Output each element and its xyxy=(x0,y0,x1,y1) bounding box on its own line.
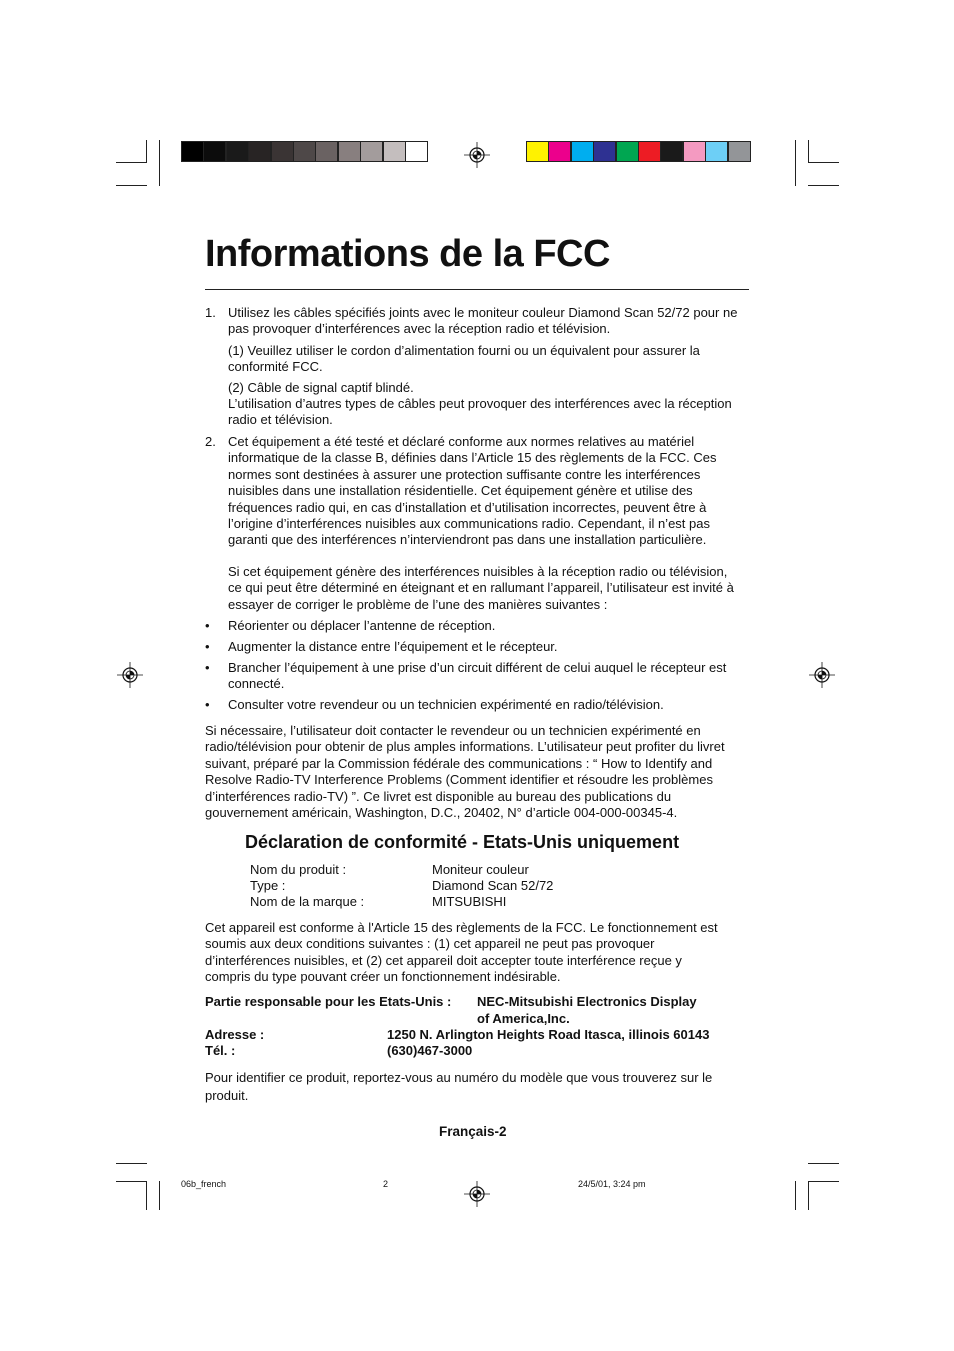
color-swatch xyxy=(616,141,639,162)
item-subtext: (2) Câble de signal captif blindé. xyxy=(228,380,414,395)
gray-swatch xyxy=(226,141,249,162)
item-text: Cet équipement a été testé et déclaré conforme aux normes relatives au matériel informatique de la classe B, définies dans l’Article 15 des règlements de la FCC. Ces normes sont destinées à assurer une protection suffisante contre les interférences nuisibles dans une installation résidentielle. Cet équipement génère et utilise des fréquences radio qui, en cas d’installation et d’utilisation incorrectes, peuvent être à l’origine d’interférences nuisibles aux communications radio. Cependant, il n’est pas garanti que des interférences n’interviendront pas dans une installation particulière. xyxy=(228,434,717,548)
item-text: Si cet équipement génère des interférences nuisibles à la réception radio ou télévision, ce qui peut être déterminé en éteignant et en rallumant l’appareil, l’utilisateur est invité à essayer de corriger le problème de l’une des manières suivantes : xyxy=(228,564,734,612)
page-label: Français-2 xyxy=(439,1124,507,1139)
bullet-item: Augmenter la distance entre l’équipement et le récepteur. xyxy=(228,639,558,654)
registration-mark-icon xyxy=(117,662,143,688)
bullet-item: Brancher l’équipement à une prise d’un circuit différent de celui auquel le récepteur est connecté. xyxy=(228,660,727,692)
phone-value: (630)467-3000 xyxy=(387,1043,473,1058)
product-name-value: Moniteur couleur xyxy=(432,862,529,877)
bullet-marker: • xyxy=(205,660,210,675)
closing-paragraph: Pour identifier ce produit, reportez-vous au numéro du modèle que vous trouverez sur le produit. xyxy=(205,1070,713,1103)
bullet-item: Réorienter ou déplacer l’antenne de réception. xyxy=(228,618,496,633)
bullet-marker: • xyxy=(205,697,210,712)
page-title: Informations de la FCC xyxy=(205,233,610,275)
registration-mark-icon xyxy=(809,662,835,688)
section-heading: Déclaration de conformité - Etats-Unis uniquement xyxy=(245,832,680,852)
footer-filename: 06b_french xyxy=(181,1179,227,1189)
footer-page-number: 2 xyxy=(383,1179,389,1189)
color-swatch xyxy=(548,141,571,162)
registration-mark-icon xyxy=(464,142,490,168)
bullet-marker: • xyxy=(205,639,210,654)
color-swatch xyxy=(638,141,661,162)
address-value: 1250 N. Arlington Heights Road Itasca, illinois 60143 xyxy=(387,1027,710,1042)
product-name-label: Nom du produit : xyxy=(250,862,347,877)
color-swatch xyxy=(683,141,706,162)
gray-swatch xyxy=(203,141,226,162)
item-subtext: (1) Veuillez utiliser le cordon d’alimentation fourni ou un équivalent pour assurer la conformité FCC. xyxy=(228,343,700,375)
color-swatch xyxy=(660,141,683,162)
gray-swatch xyxy=(360,141,383,162)
gray-swatch xyxy=(405,141,428,162)
bullet-item: Consulter votre revendeur ou un technicien expérimenté en radio/télévision. xyxy=(228,697,664,712)
gray-swatch xyxy=(181,141,204,162)
phone-label: Tél. : xyxy=(205,1043,236,1058)
color-swatch xyxy=(728,141,751,162)
bullet-marker: • xyxy=(205,618,210,633)
registration-mark-icon xyxy=(464,1181,490,1207)
gray-swatch xyxy=(293,141,316,162)
footer-date: 24/5/01, 3:24 pm xyxy=(578,1179,646,1189)
type-value: Diamond Scan 52/72 xyxy=(432,878,554,893)
gray-swatch xyxy=(315,141,338,162)
gray-swatch xyxy=(248,141,271,162)
item-subtext: L’utilisation d’autres types de câbles peut provoquer des interférences avec la réception radio et télévision. xyxy=(228,396,732,428)
item-number: 2. xyxy=(205,434,216,449)
responsible-party-value-line2: of America,Inc. xyxy=(477,1011,570,1026)
color-swatch xyxy=(571,141,594,162)
item-text: Utilisez les câbles spécifiés joints avec le moniteur couleur Diamond Scan 52/72 pour ne pas provoquer d’interférences avec la réception radio et télévision. xyxy=(228,305,738,337)
brand-label: Nom de la marque : xyxy=(250,894,365,909)
type-label: Type : xyxy=(250,878,286,893)
gray-swatch xyxy=(271,141,294,162)
color-swatch xyxy=(593,141,616,162)
color-swatch xyxy=(705,141,728,162)
gray-swatch xyxy=(383,141,406,162)
item-number: 1. xyxy=(205,305,216,320)
gray-swatch xyxy=(338,141,361,162)
brand-value: MITSUBISHI xyxy=(432,894,507,909)
title-divider xyxy=(205,289,749,290)
responsible-party-value: NEC-Mitsubishi Electronics Display xyxy=(477,994,697,1009)
conformity-paragraph: Cet appareil est conforme à l'Article 15 des règlements de la FCC. Le fonctionnement est soumis aux deux conditions suivantes : (1) cet appareil ne peut pas provoquer d’interférences nuisibles, et (2) cet appareil doit accepter toute interférence reçue y compris du type pouvant créer un fonctionnement indésirable. xyxy=(205,920,718,985)
address-label: Adresse : xyxy=(205,1027,265,1042)
color-swatch xyxy=(526,141,549,162)
body-paragraph: Si nécessaire, l’utilisateur doit contacter le revendeur ou un technicien expérimenté en radio/télévision pour obtenir de plus amples informations. L’utilisateur peut profiter du livret suivant, préparé par la Commission fédérale des communications : “ How to Identify and Resolve Radio-TV Interference Problems (Comment identifier et résoudre les problèmes d’interférences radio-TV) ”. Ce livret est disponible au bureau des publications du gouvernement américain, Washington, D.C., 20402, N° d’article 004-000-00345-4. xyxy=(205,723,725,821)
responsible-party-label: Partie responsable pour les Etats-Unis : xyxy=(205,994,452,1009)
